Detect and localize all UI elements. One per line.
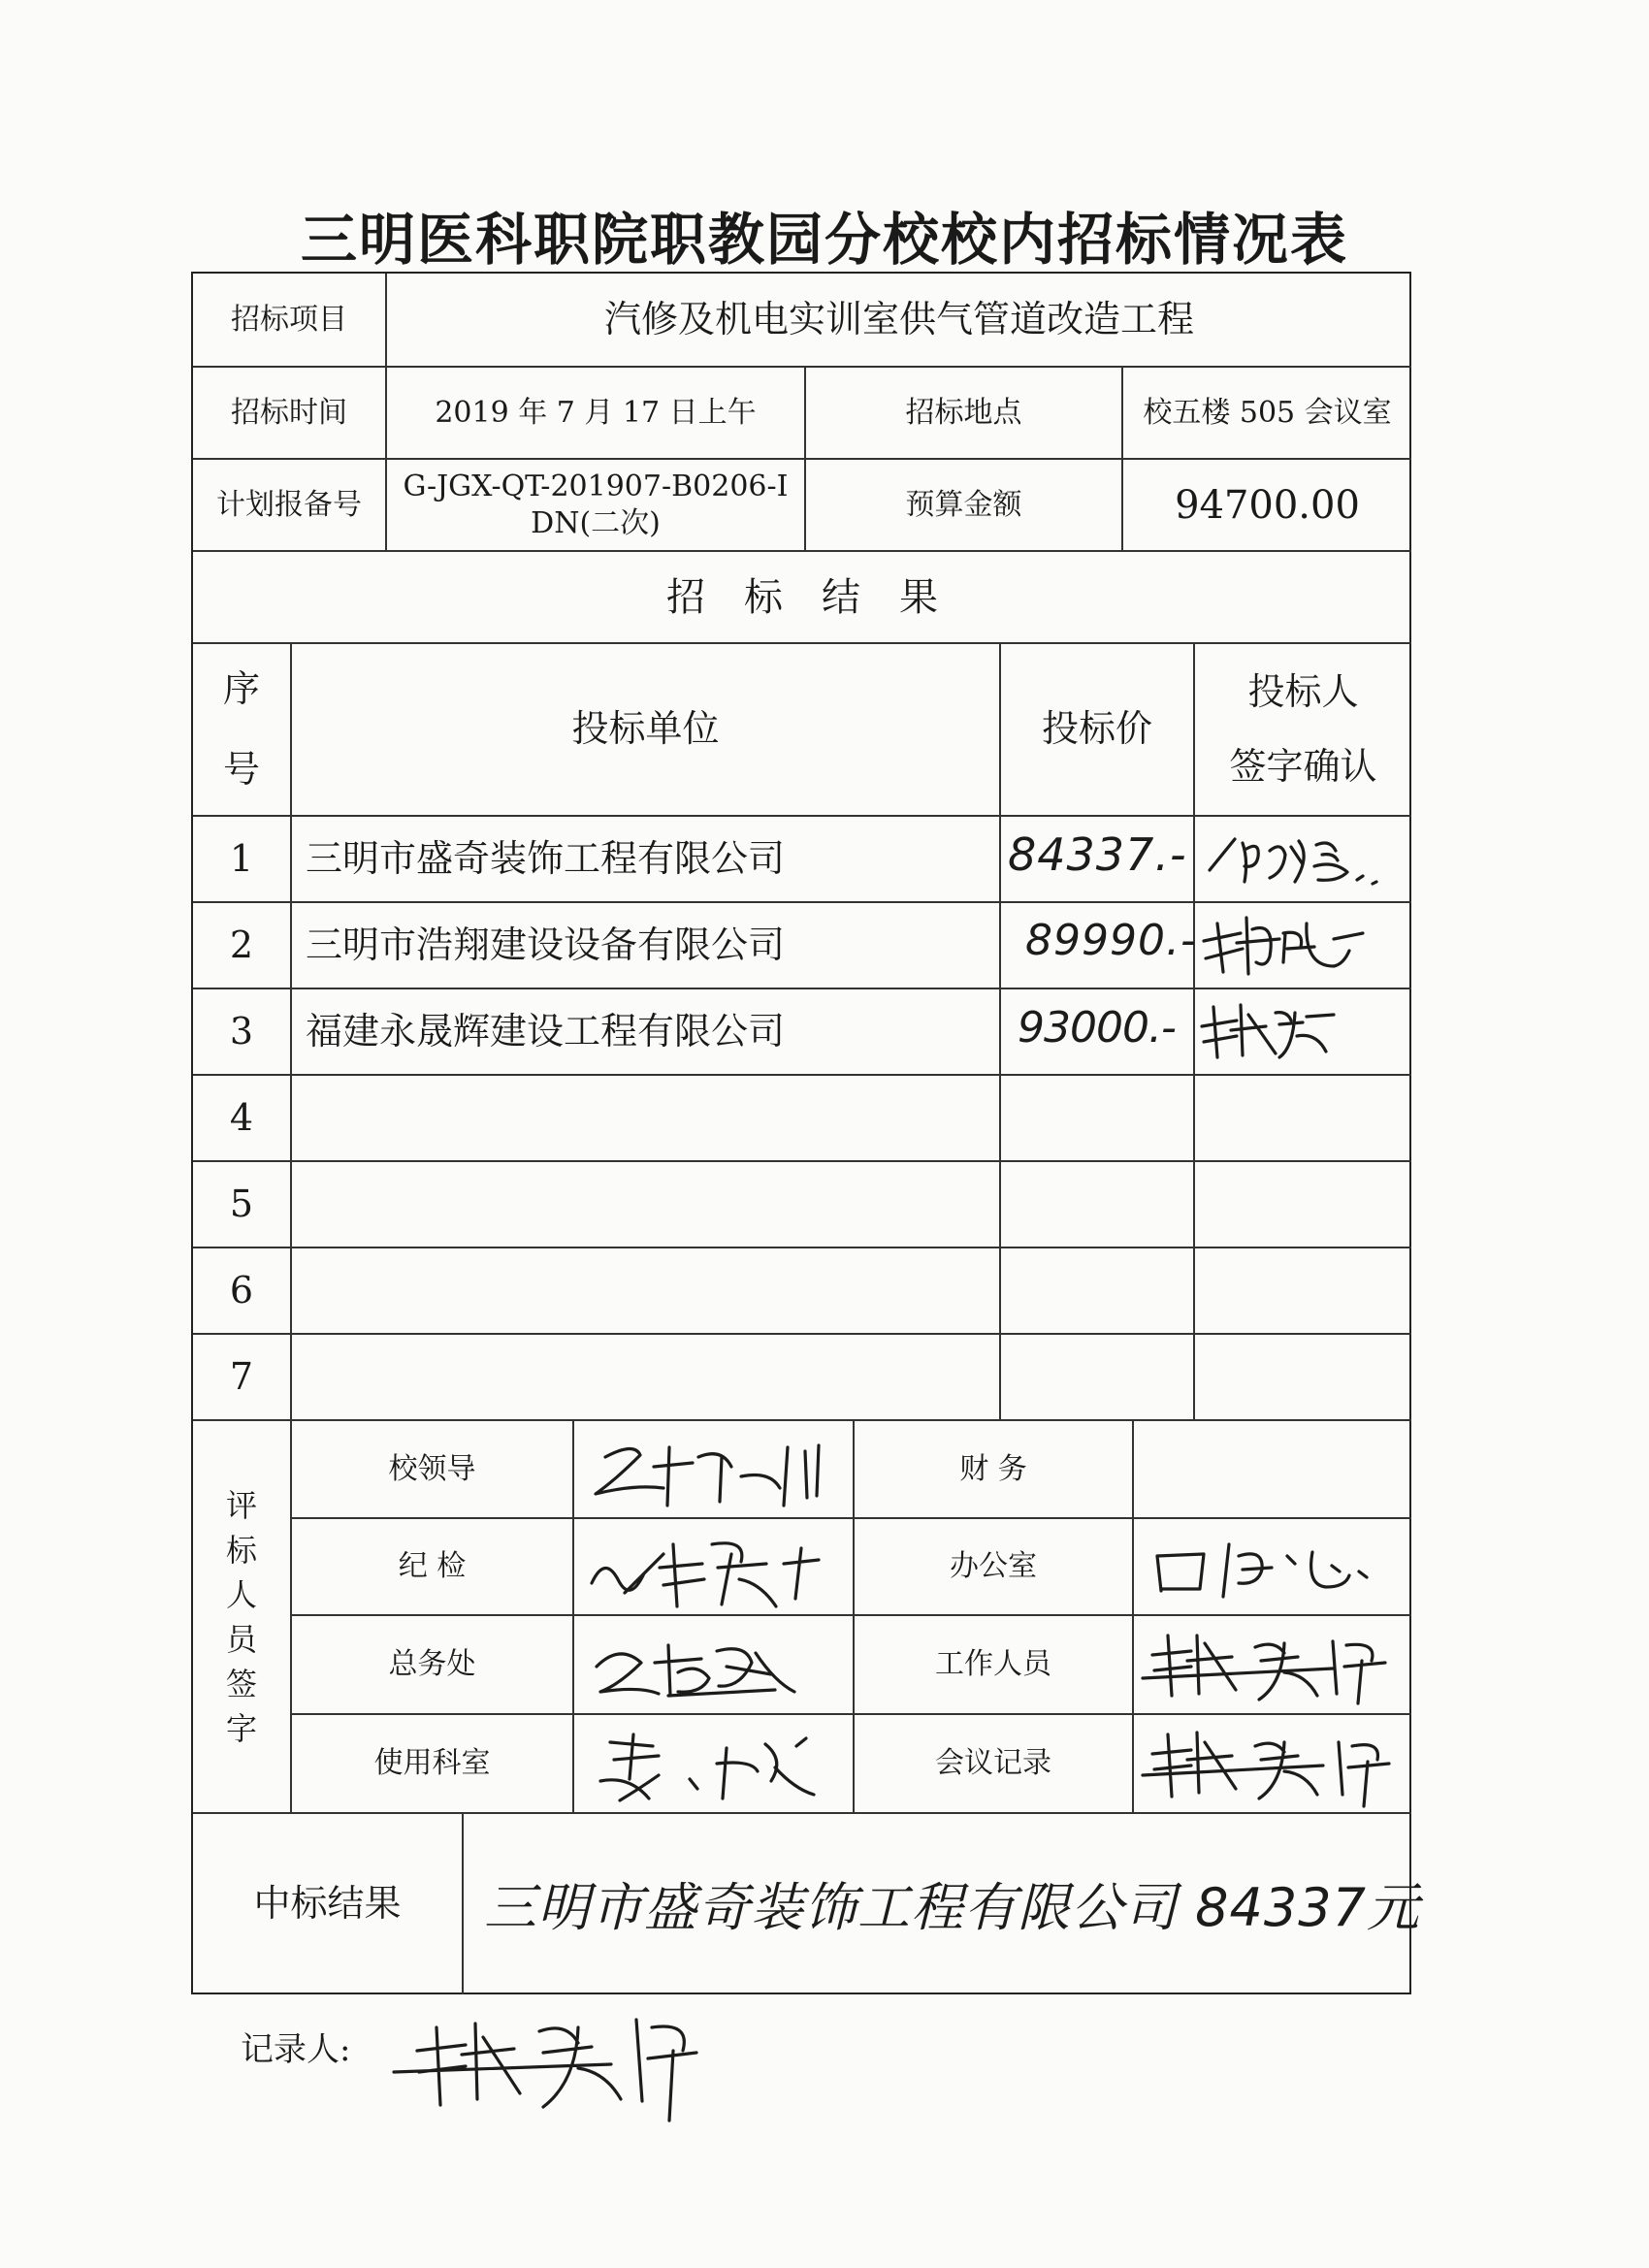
place-value: 校五楼 505 会议室 [1143,395,1392,430]
group-label-char: 标 [225,1531,257,1569]
row-price: 89990.- [1025,916,1197,965]
evaluator-role: 工作人员 [935,1647,1051,1682]
evaluator-role: 校领导 [388,1451,476,1486]
bidder-header: 投标单位 [571,707,720,751]
row-seq: 4 [229,1095,254,1139]
evaluators-group-label [193,1421,290,1812]
row-seq: 2 [229,923,254,966]
plan-value [387,460,804,550]
winner-value: 三明市盛奇装饰工程有限公司 84337元 [484,1877,1420,1938]
group-label-char: 签 [225,1665,257,1702]
row-bidder [292,1248,999,1333]
bidder-signature [1202,822,1415,899]
time-value: 2019 年 7 月 17 日上午 [435,395,757,430]
row-bidder: 三明市盛奇装饰工程有限公司 [306,836,786,880]
plan-value-line2: DN(二次) [531,505,661,540]
seq-header-line2: 号 [222,748,260,791]
row-price: 84337.- [1008,828,1187,881]
recorder-label: 记录人: [241,2030,351,2069]
bidder-signature [1198,904,1392,986]
signature-header-line1: 投标人 [1247,669,1359,713]
recorder-signature [388,1998,708,2124]
evaluator-signature [1139,1721,1410,1810]
project-label: 招标项目 [231,302,347,337]
bidder-signature [1198,993,1373,1067]
row-price [1001,1076,1193,1160]
plan-value-line1: G-JGX-QT-201907-B0206-I [403,470,789,503]
row-seq: 5 [229,1182,254,1225]
project-value: 汽修及机电实训室供气管道改造工程 [603,297,1194,340]
seq-header [193,644,290,815]
bid-form-table [191,272,1420,1994]
evaluator-signature [1139,1622,1410,1711]
row-bidder: 福建永晟辉建设工程有限公司 [306,1009,786,1053]
row-seq: 3 [229,1009,254,1053]
evaluator-signature [576,1428,848,1515]
signature-header-line2: 签字确认 [1229,745,1377,788]
evaluator-signature [1142,1527,1404,1610]
evaluator-signature [581,1624,814,1707]
row-bidder: 三明市浩翔建设设备有限公司 [306,923,786,966]
row-price [1001,1335,1193,1419]
budget-value: 94700.00 [1175,482,1360,528]
evaluator-role: 会议记录 [935,1746,1051,1781]
group-label-char: 字 [225,1709,257,1747]
winner-label: 中标结果 [253,1882,402,1926]
evaluator-signature [581,1721,843,1808]
price-header: 投标价 [1041,707,1152,751]
evaluator-role: 总务处 [388,1647,476,1682]
page-title: 三明医科职院职教园分校校内招标情况表 [300,207,1348,273]
results-header: 招 标 结 果 [666,574,938,620]
group-label-char: 员 [225,1620,257,1658]
plan-label: 计划报备号 [216,487,362,522]
evaluator-role: 办公室 [950,1549,1037,1584]
time-label: 招标时间 [231,395,347,430]
group-label-char: 人 [225,1575,257,1613]
row-price [1001,1162,1193,1247]
row-seq: 1 [229,836,254,880]
evaluator-signature [576,1525,848,1612]
row-price: 93000.- [1018,1003,1176,1053]
signature-header [1195,644,1411,815]
budget-label: 预算金额 [905,487,1022,522]
row-bidder [292,1076,999,1160]
seq-header-line1: 序 [222,666,260,710]
group-label-char: 评 [225,1486,257,1524]
evaluator-role: 纪 检 [398,1549,467,1584]
evaluator-role: 使用科室 [373,1746,491,1781]
row-seq: 6 [229,1268,254,1312]
row-bidder [292,1335,999,1419]
evaluator-role: 财 务 [959,1451,1027,1486]
place-label: 招标地点 [905,395,1022,430]
row-price [1001,1248,1193,1333]
row-bidder [292,1162,999,1247]
row-seq: 7 [229,1354,254,1398]
